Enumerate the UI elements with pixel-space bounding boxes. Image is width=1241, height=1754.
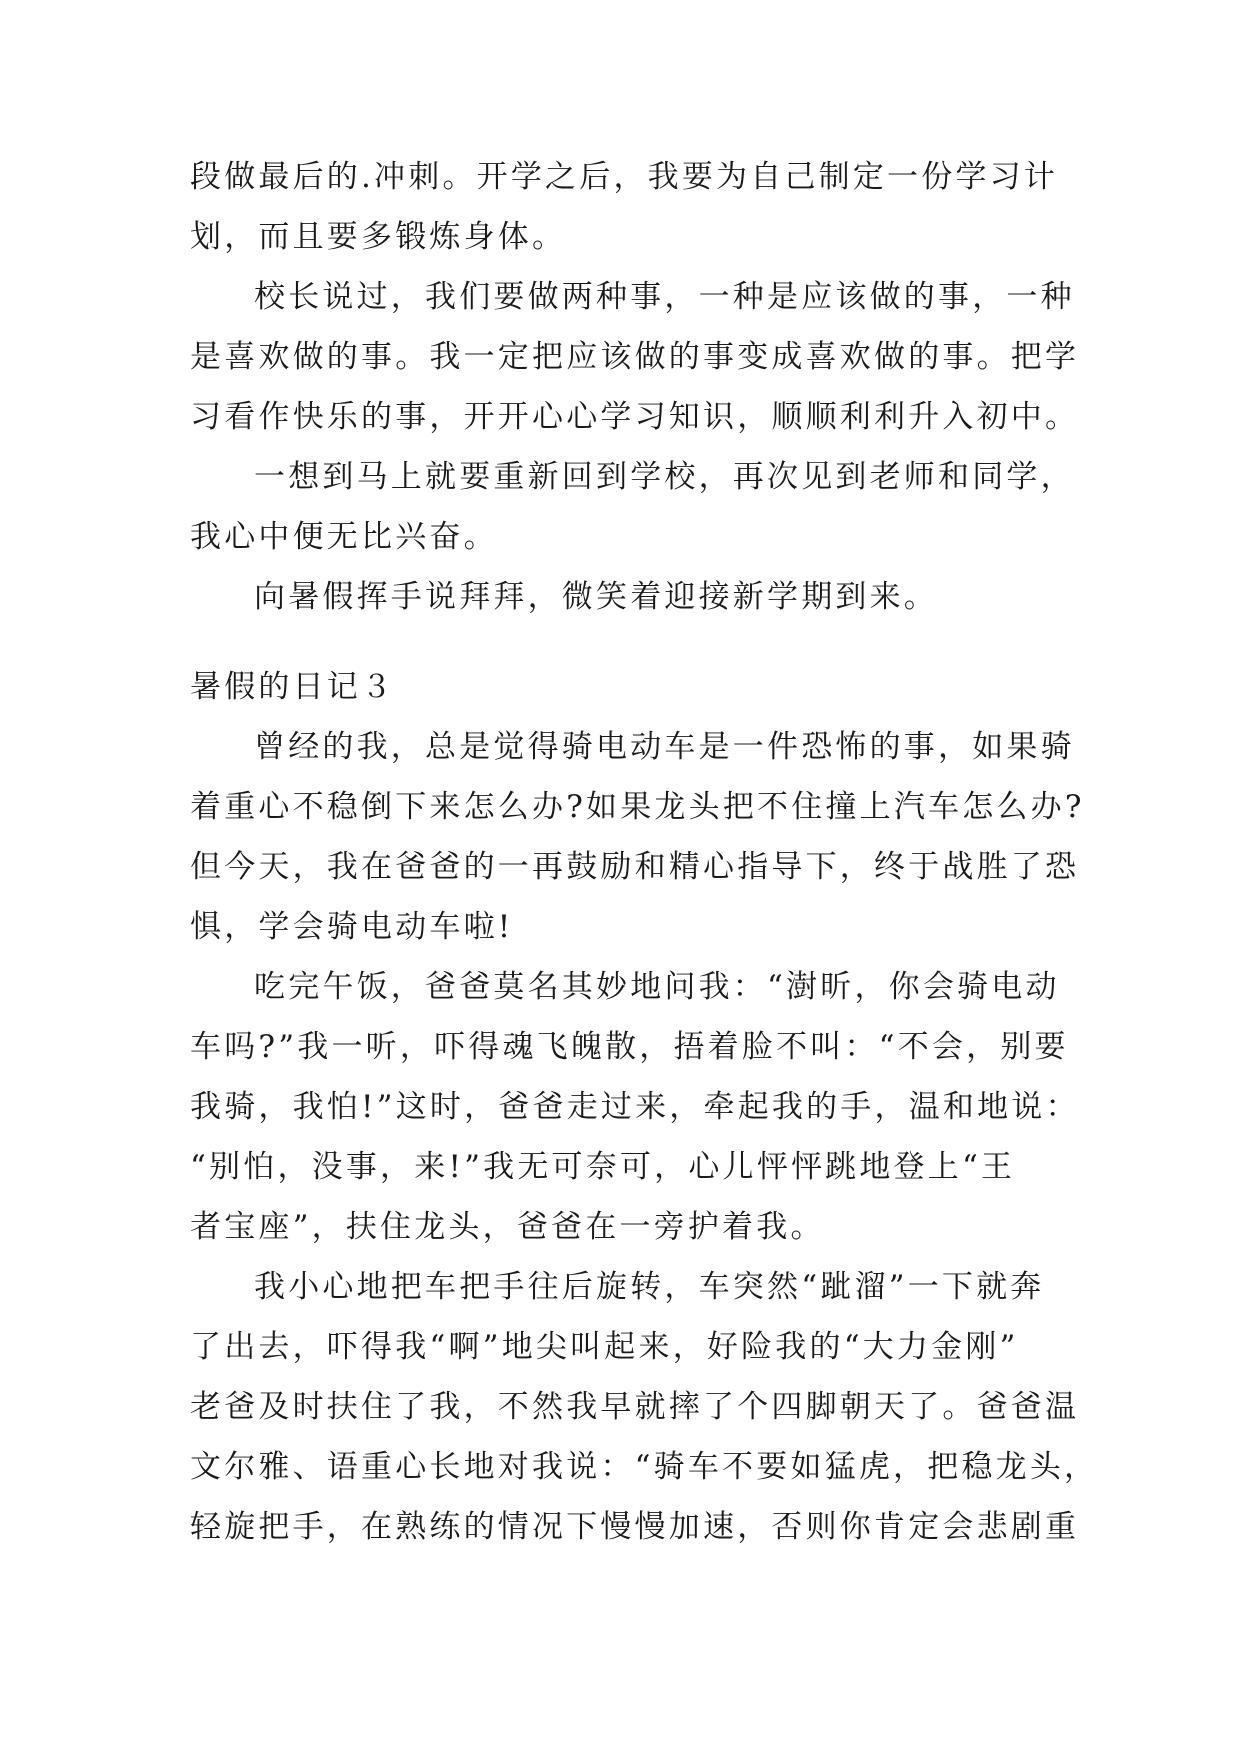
text-line: 文尔雅、语重心长地对我说：“骑车不要如猛虎，把稳龙头，: [190, 1449, 1099, 1485]
text-line: 老爸及时扶住了我，不然我早就摔了个四脚朝天了。爸爸温: [190, 1389, 1080, 1425]
text-line: 是喜欢做的事。我一定把应该做的事变成喜欢做的事。把学: [190, 339, 1080, 375]
text-line: 划，而且要多锻炼身体。: [190, 219, 567, 255]
text-line: 我骑，我怕!”这时，爸爸走过来，牵起我的手，温和地说：: [190, 1089, 1080, 1125]
paragraph-start: 校长说过，我们要做两种事，一种是应该做的事，一种: [254, 279, 1075, 315]
text-line: 惧，学会骑电动车啦!: [190, 909, 514, 945]
paragraph-start: 我小心地把车把手往后旋转，车突然“跐溜”一下就奔: [254, 1269, 1045, 1305]
paragraph-start: 吃完午饭，爸爸莫名其妙地问我：“澍昕，你会骑电动: [254, 969, 1060, 1005]
text-line: 了出去，吓得我“啊”地尖叫起来，好险我的“大力金刚”: [190, 1329, 1019, 1365]
text-line: 段做最后的.冲刺。开学之后，我要为自己制定一份学习计: [190, 159, 1059, 195]
paragraph-start: 一想到马上就要重新回到学校，再次见到老师和同学，: [254, 459, 1075, 495]
text-line: 着重心不稳倒下来怎么办?如果龙头把不住撞上汽车怎么办?: [190, 789, 1085, 825]
text-line: “别怕，没事，来!”我无可奈可，心儿怦怦跳地登上“王: [190, 1149, 1016, 1185]
text-line: 我心中便无比兴奋。: [190, 519, 498, 555]
text-line: 者宝座”，扶住龙头，爸爸在一旁护着我。: [190, 1209, 825, 1245]
document-page: [190, 159, 1099, 1570]
paragraph-start: 曾经的我，总是觉得骑电动车是一件恐怖的事，如果骑: [254, 729, 1075, 765]
section-title: 暑假的日记３: [190, 669, 396, 705]
text-line: 习看作快乐的事，开开心心学习知识，顺顺利利升入初中。: [190, 399, 1080, 435]
text-line: 但今天，我在爸爸的一再鼓励和精心指导下，终于战胜了恐: [190, 849, 1080, 885]
text-line: 车吗?”我一听，吓得魂飞魄散，捂着脸不叫：“不会，别要: [190, 1029, 1069, 1065]
text-line: 轻旋把手，在熟练的情况下慢慢加速，否则你肯定会悲剧重: [190, 1509, 1080, 1545]
paragraph-start: 向暑假挥手说拜拜，微笑着迎接新学期到来。: [254, 579, 938, 615]
